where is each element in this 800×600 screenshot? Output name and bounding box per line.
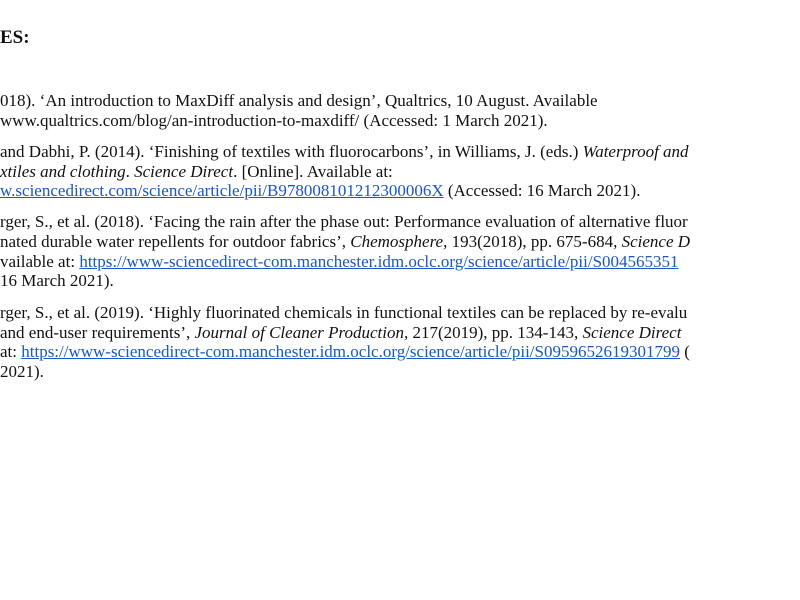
reference-italic-text: Chemosphere, <box>350 232 448 251</box>
reference-italic-text: Science D <box>621 232 691 251</box>
reference-line <box>0 252 679 272</box>
reference-text: and end-user requirements’, <box>0 323 195 342</box>
reference-line <box>0 323 681 343</box>
reference-text: (Accessed: 16 March 2021). <box>443 181 641 200</box>
reference-line <box>0 162 393 182</box>
reference-italic-text: Science Direct <box>582 323 682 342</box>
reference-line <box>0 362 44 382</box>
reference-line <box>0 271 114 291</box>
reference-text: 16 March 2021). <box>0 271 114 290</box>
reference-link[interactable]: https://www-sciencedirect-com.manchester.idm.oclc.org/science/article/pii/S0959652619301799 <box>21 342 680 361</box>
reference-italic-text: xtiles and clothing <box>0 162 126 181</box>
reference-text: . [Online]. Available at: <box>233 162 393 181</box>
reference-line <box>0 212 688 232</box>
reference-link[interactable]: w.sciencedirect.com/science/article/pii/B978008101212300006X <box>0 181 444 200</box>
reference-text: 018). ‘An introduction to MaxDiff analysis and design’, Qualtrics, 10 August. Available <box>0 91 598 110</box>
reference-text: and Dabhi, P. (2014). ‘Finishing of textiles with fluorocarbons’, in Williams, J. (eds.) <box>0 142 583 161</box>
reference-line <box>0 142 689 162</box>
reference-text: rger, S., et al. (2018). ‘Facing the rain after the phase out: Performance evaluation of alternative fluor <box>0 212 688 231</box>
reference-line <box>0 181 640 201</box>
reference-text: vailable at: <box>0 252 80 271</box>
reference-line <box>0 232 690 252</box>
reference-text: . <box>125 162 135 181</box>
reference-text: ( <box>679 342 690 361</box>
reference-text: 193(2018), pp. 675-684, <box>447 232 622 251</box>
reference-text: rger, S., et al. (2019). ‘Highly fluorinated chemicals in functional textiles can be replaced by re-evalu <box>0 303 688 322</box>
reference-line <box>0 111 548 131</box>
reference-text: 217(2019), pp. 134-143, <box>408 323 583 342</box>
reference-italic-text: Journal of Cleaner Production, <box>194 323 409 342</box>
reference-text: at: <box>0 342 22 361</box>
reference-italic-text: Waterproof and <box>582 142 689 161</box>
references-heading: ES: <box>0 27 30 48</box>
reference-text: www.qualtrics.com/blog/an-introduction-to-maxdiff/ (Accessed: 1 March 2021). <box>0 111 548 130</box>
reference-line <box>0 303 687 323</box>
reference-line <box>0 91 598 111</box>
reference-line <box>0 342 690 362</box>
reference-text: 2021). <box>0 362 44 381</box>
reference-text: nated durable water repellents for outdoor fabrics’, <box>0 232 351 251</box>
reference-italic-text: Science Direct <box>134 162 234 181</box>
reference-link[interactable]: https://www-sciencedirect-com.manchester.idm.oclc.org/science/article/pii/S004565351 <box>79 252 679 271</box>
